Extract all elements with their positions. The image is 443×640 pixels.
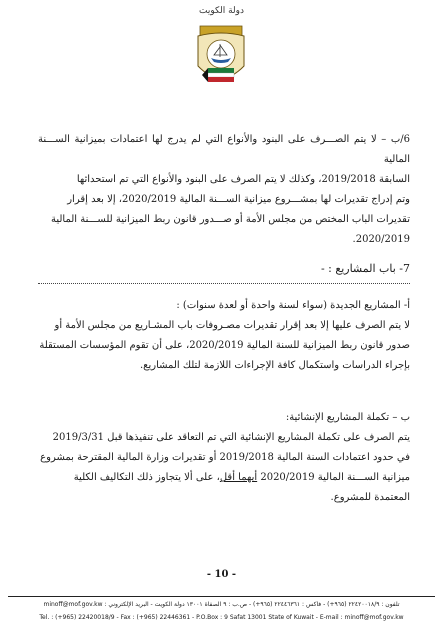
section-6b-line: وتم إدراج تقديرات لها بمشـــروع ميزانية الســـنة المالية 2020/2019، إلا بعد إقرار xyxy=(67,194,410,205)
footer-english: Tel. : (+965) 22420018/9 - Fax : (+965) 22446361 - P.O.Box : 9 Safat 13001 State of Kuwait - E-mail : minoff@mof.gov.kw xyxy=(39,614,404,621)
subsection-b-text: ، على ألا يتجاوز ذلك التكاليف الكلية xyxy=(73,472,220,483)
section-6b-line: تقديرات الباب المختص من مجلس الأمة أو صـــدور قانون ربط الميزانية للســـنة المالية xyxy=(50,214,410,225)
subsection-b-line: في حدود اعتمادات السنة المالية 2019/2018 أو تقديرات وزارة المالية المقترحة بمشروع xyxy=(40,452,410,463)
kuwait-emblem-icon xyxy=(190,22,252,92)
subsection-a xyxy=(38,296,410,376)
subsection-b-line xyxy=(38,468,410,488)
subsection-b-title: ب – تكملة المشاريع الإنشائية: xyxy=(285,412,410,423)
section-6b xyxy=(38,130,410,250)
underlined-phrase: أيهما أقل xyxy=(219,472,258,483)
section-divider xyxy=(38,283,410,284)
header-title: دولة الكويت xyxy=(199,6,244,16)
section-7-heading: 7- باب المشاريع : - xyxy=(320,262,410,275)
subsection-a-line: لا يتم الصرف عليها إلا بعد إقرار تقديرات مصـروفات باب المشـاريع من مجلس الأمة أو xyxy=(54,320,410,331)
subsection-b-line: المعتمدة للمشروع. xyxy=(330,492,410,503)
section-6b-line: السابقة 2019/2018، وكذلك لا يتم الصرف على البنود والأنواع التي تم استحداثها xyxy=(76,174,410,185)
subsection-a-line: صدور قانون ربط الميزانية للسنة المالية 2020/2019، على أن تقوم المؤسسات المستقلة xyxy=(39,340,410,351)
section-6b-line: 6/ب – لا يتم الصـــرف على البنود والأنواع التي لم يدرج لها اعتمادات بميزانية الســـنة المالية xyxy=(38,134,410,165)
subsection-b-line: يتم الصرف على تكملة المشاريع الإنشائية التي تم التعاقد على تنفيذها قبل 2019/3/31 xyxy=(52,432,410,443)
subsection-a-line: بإجراء الدراسات واستكمال كافة الإجراءات اللازمة لتلك المشاريع. xyxy=(139,360,410,371)
section-6b-line: 2020/2019. xyxy=(352,234,410,245)
subsection-a-title: أ- المشاريع الجديدة (سواء لسنة واحدة أو لعدة سنوات) : xyxy=(176,300,410,311)
page-number: - 10 - xyxy=(206,569,237,580)
subsection-b-text: ميزانية الســـنة المالية 2020/2019 xyxy=(257,472,410,483)
subsection-b xyxy=(38,408,410,508)
footer-divider xyxy=(8,596,435,597)
footer-arabic: تلفون : ٢٢٤٢٠٠١٨/٩ (٩٦٥+) - فاكس : ٢٢٤٤٦٣٦١ (٩٦٥+) - ص.ب : ٩ الصفاة ١٣٠٠١ دولة الكويت - البريد الإلكتروني : minoff@mof.gov.kw xyxy=(43,601,400,608)
